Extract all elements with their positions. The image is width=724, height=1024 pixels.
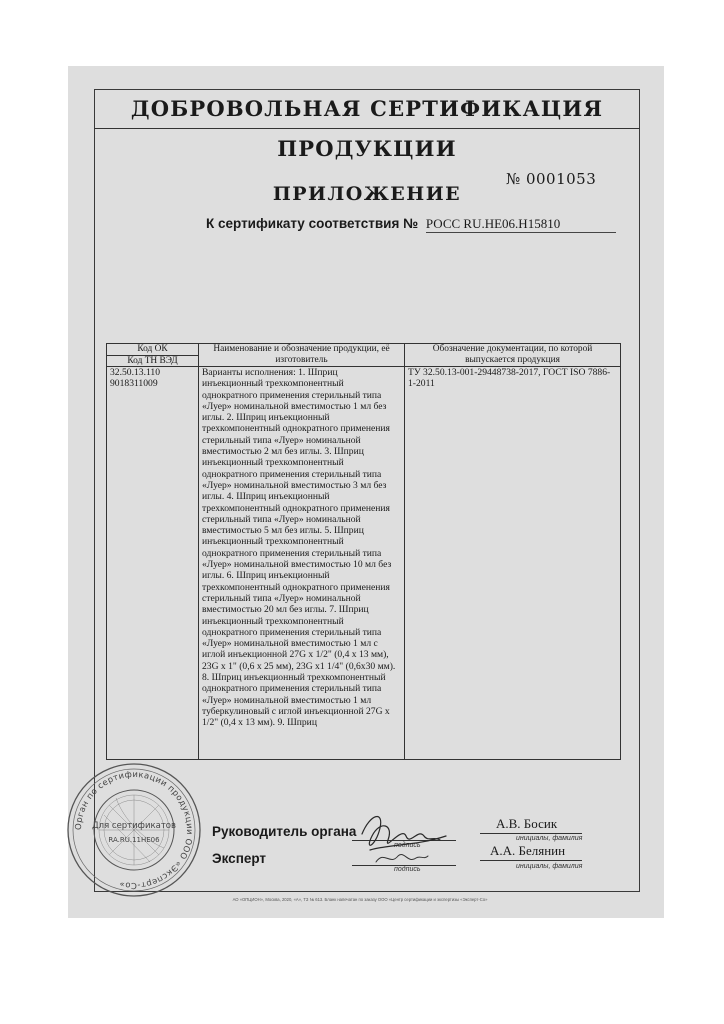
code-tn-value: 9018311009	[110, 378, 158, 390]
header-code-ok: Код ОК	[107, 344, 198, 356]
form-number: № 0001053	[506, 170, 597, 188]
document-header: ДОБРОВОЛЬНАЯ СЕРТИФИКАЦИЯ ПРОДУКЦИИ	[94, 89, 640, 129]
head-name-caption: инициалы, фамилия	[516, 835, 583, 842]
page-title: ПРИЛОЖЕНИЕ	[272, 183, 462, 205]
header-product-name: Наименование и обозначение продукции, её изготовитель	[199, 344, 405, 367]
cell-codes	[107, 367, 199, 760]
stamp-code: RA.RU.11HE06	[108, 836, 160, 844]
head-name: А.В. Босик	[496, 816, 558, 831]
expert-label: Эксперт	[212, 851, 267, 866]
certification-stamp-icon	[64, 760, 204, 900]
header-documentation: Обозначение документации, по которой выпускается продукция	[405, 344, 621, 367]
head-label: Руководитель органа	[212, 824, 357, 839]
header-codes	[107, 344, 199, 367]
head-name-line	[480, 833, 582, 834]
products-table	[106, 343, 621, 760]
cell-product-description: Варианты исполнения: 1. Шприц инъекционный трехкомпонентный однократного применения стерильный типа «Луер» номинальной вместимостью 1 мл без иглы. 2. Шприц инъекционный трехкомпонентный однократного применения стерильный типа «Луер» номинальной вместимостью 2 мл без иглы. 3. Шприц инъекционный трехкомпонентный однократного применения стерильный типа «Луер» номинальной вместимостью 3 мл без иглы. 4. Шприц инъекционный трехкомпонентный однократного применения стерильный типа «Луер» номинальной вместимостью 5 мл без иглы. 5. Шприц инъекционный трехкомпонентный однократного применения стерильный типа «Луер» номинальной вместимостью 10 мл без иглы. 6. Шприц инъекционный трехкомпонентный однократного применения стерильный типа «Луер» номинальной вместимостью 20 мл без иглы. 7. Шприц инъекционный трехкомпонентный однократного применения стерильный типа «Луер» номинальной вместимостью 1 мл с иглой инъекционной 27G x 1/2" (0,4 x 13 мм), 23G x 1" (0,6 x 25 мм), 23G x1 1/4" (0,6x30 мм). 8. Шприц инъекционный трехкомпонентный однократного применения стерильный типа «Луер» номинальной вместимостью 1 мл туберкулиновый с иглой инъекционной 27G x 1/2" (0,4 x 13 мм). 9. Шприц	[199, 367, 405, 760]
header-code-tn: Код ТН ВЭД	[127, 355, 178, 366]
stamp-center-text: Для сертификатов	[92, 821, 176, 831]
head-signature-caption: подпись	[394, 842, 421, 849]
table-row	[107, 367, 621, 760]
certificate-label: К сертификату соответствия №	[206, 216, 419, 231]
certificate-reference	[206, 216, 616, 233]
stamp-ring-text: Орган по сертификации продукции ООО «Эксперт-Со»	[72, 768, 196, 892]
cell-documentation: ТУ 32.50.13-001-29448738-2017, ГОСТ ISO 7886-1-2011	[405, 367, 621, 760]
expert-signature-icon	[372, 846, 432, 868]
expert-signature-caption: подпись	[394, 866, 421, 873]
code-ok-value: 32.50.13.110	[110, 367, 161, 378]
expert-name-line	[480, 860, 582, 861]
print-footer: АО «ОПЦИОН», Москва, 2020, «А», ТЗ № 613. Бланк напечатан по заказу ООО «Центр сертификации и экспертизы «Эксперт-Со»	[232, 897, 488, 902]
table-header-row	[107, 344, 621, 367]
certificate-number: РОСС RU.HE06.H15810	[426, 216, 616, 233]
expert-name-caption: инициалы, фамилия	[516, 863, 583, 870]
expert-name: А.А. Белянин	[490, 843, 566, 858]
